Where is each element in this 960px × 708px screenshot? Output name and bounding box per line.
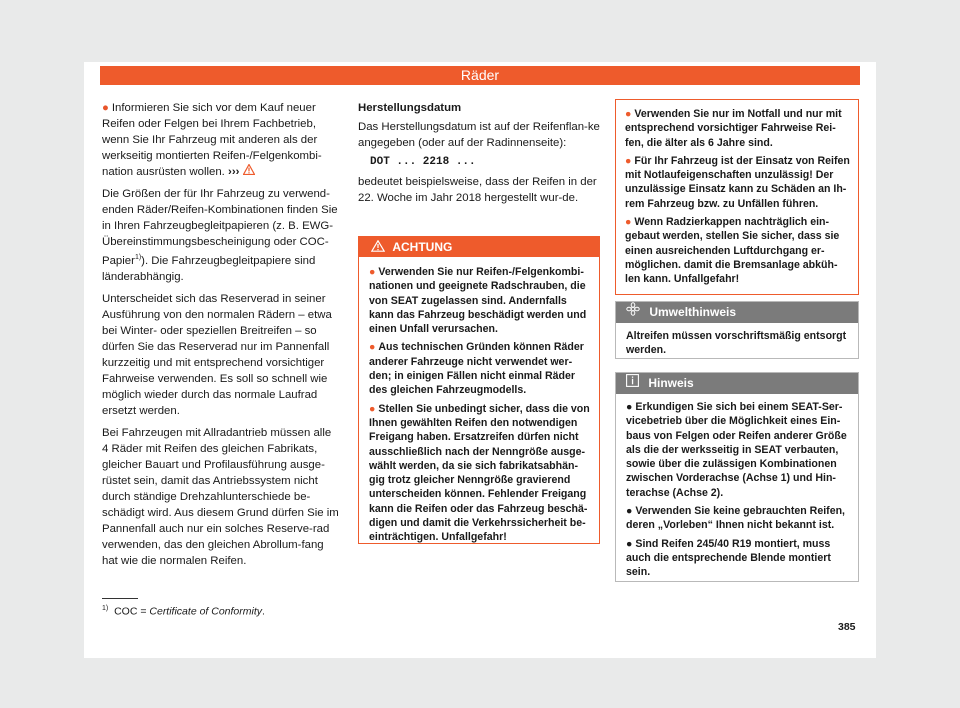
paragraph-sizes: Die Größen der für Ihr Fahrzeug zu verwend-enden Räder/Reifen-Kombinationen finden Sie in Ihren Fahrzeugbegleitpapieren (z. B. EWG-Übereinstimmungsbescheinigung oder COC-Papier$^{1)}$). Die Fahrzeugbegleitpapiere sind länderabhängig. [102,188,338,283]
warning-item: ● Verwenden Sie nur im Notfall und nur mit entsprechend vorsichtiger Fahrweise Rei-fen, die älter als 6 Jahre sind. [625,108,842,149]
note-body [616,394,858,580]
warning-body [359,257,599,545]
page-number: 385 [838,621,856,633]
note-box [615,372,859,582]
note-item: ● Sind Reifen 245/40 R19 montiert, muss auch die entsprechende Blende montiert sein. [626,537,831,579]
flower-icon [626,302,640,323]
section-heading: Herstellungsdatum [358,102,462,114]
warning-header [359,237,599,257]
paragraph-date-example: bedeutet beispielsweise, dass der Reifen in der 22. Woche im Jahr 2018 hergestellt wur-de. [358,176,597,204]
warning-item: ● Wenn Radzierkappen nachträglich ein-gebaut werden, stellen Sie sicher, dass sie einen ausreichenden Luftdurchgang er-möglichen. damit die Bremsanlage abküh-len kann. Unfallgefahr! [625,216,840,286]
warning-icon [243,164,255,180]
footnote: $^{1)}$ COC = Certificate of Conformity. [102,605,265,618]
column-left [102,100,340,575]
column-middle [358,100,600,212]
paragraph-date: Das Herstellungsdatum ist auf der Reifenflan-ke angegeben (oder auf der Radinnenseite): [358,121,600,149]
warning-triangle-icon [371,238,385,258]
note-item: ● Erkundigen Sie sich bei einem SEAT-Ser-vicebetrieb über die Möglichkeit eines Ein-baus von Felgen oder Reifen anderer Größe als die der werksseitig in SEAT verbauten, sowie über die zulässigen Kombinationen zwischen Vorderachse (Achse 1) und Hin-terachse (Achse 2). [626,401,847,499]
paragraph-intro: ● Informieren Sie sich vor dem Kauf neuer Reifen oder Felgen bei Ihrem Fachbetrieb, wenn Sie Ihr Fahrzeug mit anderen als der werkseitig montierten Reifen-/Felgenkombi-nation ausrüsten wollen. ››› [102,102,322,179]
environment-body [616,323,858,358]
warning-item: ● Aus technischen Gründen können Räder anderer Fahrzeuge nicht verwendet wer-den; in einigen Fällen nicht einmal Räder des gleichen Fahrzeugmodells. [369,341,584,397]
warning-item: ● Verwenden Sie nur Reifen-/Felgenkombi-nationen und geeignete Radschrauben, die von SEAT zugelassen sind. Andernfalls kann das Fahrzeug beschädigt werden und einen Unfall verursachen. [369,266,587,336]
dot-code: DOT ... 2218 ... [370,156,476,168]
warning-item: ● Stellen Sie unbedingt sicher, dass die von Ihnen gewählten Reifen den notwendigen Freigang haben. Ersatzreifen dürfen nicht ausschließlich nach der Nenngröße ausge-wählt werden, da sie sich fabrikatsabhän-gig trotz gleicher Nenngröße gravierend unterscheiden können. Fehlender Freigang kann die Reifen oder das Fahrzeug beschä-digen und damit die Verkehrssicherheit be-einträchtigen. Unfallgefahr! [369,402,590,544]
cross-reference[interactable]: ››› [228,166,240,179]
paragraph-spare-wheel: Unterscheidet sich das Reserverad in seiner Ausführung von den normalen Rädern – etwa bei Winter- oder speziellen Breitreifen – so dürfen Sie das Reserverad nur im Pannenfall kurzzeitig und mit entsprechend vorsichtiger Fahrweise verwenden. Es soll so schnell wie möglich wieder durch das normale Laufrad ersetzt werden. [102,292,332,417]
bullet-icon: ● [102,102,109,114]
note-item: ● Verwenden Sie keine gebrauchten Reifen, deren „Vorleben“ Ihnen nicht bekannt ist. [626,505,845,532]
warning-box [358,236,600,544]
footnote-ref: 1) [134,254,142,262]
note-header [616,373,858,394]
note-title: Hinweis [648,376,694,390]
warning-title: ACHTUNG [392,240,453,254]
environment-title: Umwelthinweis [649,305,737,319]
environment-header [616,302,858,323]
warning-item: ● Für Ihr Fahrzeug ist der Einsatz von Reifen mit Notlaufeigenschaften unzulässig! Der unzulässige Einsatz kann zu Schäden an Ih-rem Fahrzeug bzw. zu Unfällen führen. [625,154,850,210]
environment-text: Altreifen müssen vorschriftsmäßig entsorgt werden. [626,330,847,357]
page-header: Räder [100,66,860,85]
info-icon [626,373,639,394]
warning-box-continued [615,99,859,295]
footnote-divider [102,598,138,599]
paragraph-awd: Bei Fahrzeugen mit Allradantrieb müssen alle 4 Räder mit Reifen des gleichen Fabrikats, gleicher Bauart und Profilausführung ausge-rüstet sein, damit das Antriebssystem nicht durch ständige Drehzahlunterschiede be-schädigt wird. Aus diesem Grund dürfen Sie im Pannenfall auch nur ein solches Reserve-rad verwenden, das den gleichen Abrollum-fang hat wie die normalen Reifen. [102,426,339,567]
environment-box [615,301,859,359]
